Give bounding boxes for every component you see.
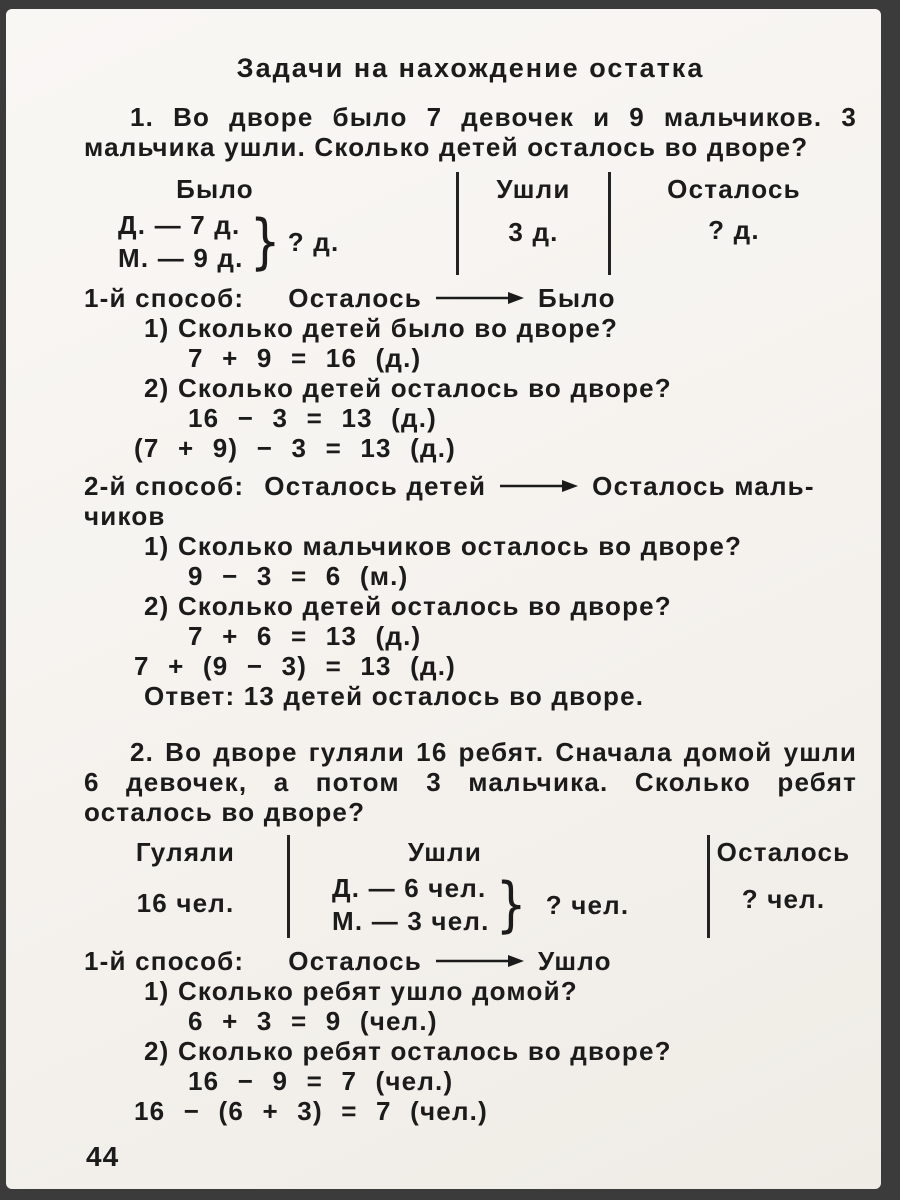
arrow-right-icon — [436, 290, 524, 306]
problem1-statement: 1. Во дворе было 7 девочек и 9 мальчиков. 3 мальчика ушли. Сколько детей осталось во дворе? — [84, 102, 857, 162]
column-header: Осталось — [667, 174, 801, 204]
step-question: 1) Сколько ребят ушло домой? — [144, 976, 578, 1006]
table-row: М. — 9 д. — [118, 243, 244, 273]
table-column-ostalos — [707, 835, 857, 938]
step-equation: 16 − 3 = 13 (д.) — [188, 403, 438, 433]
page-title: Задачи на нахождение остатка — [236, 53, 705, 83]
step-equation: 7 + 6 = 13 (д.) — [188, 621, 422, 651]
table-column-ushli — [456, 172, 608, 275]
column-header: Ушли — [496, 174, 571, 204]
method-label: 2-й способ: — [84, 471, 245, 501]
method-to: Было — [537, 283, 616, 313]
step-question: 1) Сколько детей было во дворе? — [144, 313, 619, 343]
method-label: 1-й способ: — [84, 283, 245, 313]
table-cell: ? д. — [708, 215, 760, 245]
combined-expression: 7 + (9 − 3) = 13 (д.) — [134, 651, 456, 681]
scanned-textbook-page — [6, 9, 881, 1189]
step-question: 2) Сколько детей осталось во дворе? — [144, 373, 672, 403]
table-cell: ? д. — [287, 226, 340, 257]
table-column-ushli — [287, 835, 707, 938]
method1-heading — [84, 283, 857, 313]
table-cell: 16 чел. — [136, 888, 235, 918]
column-header: Осталось — [716, 837, 851, 867]
arrow-right-icon — [436, 953, 524, 969]
method-label: 1-й способ: — [84, 946, 245, 976]
table-column-gulyali — [84, 835, 287, 938]
column-header: Ушли — [407, 837, 483, 867]
table-cell: 3 д. — [508, 217, 559, 247]
method-to: Осталось маль- — [592, 471, 815, 501]
problem2-table — [84, 835, 857, 938]
table-column-bylo — [84, 172, 456, 275]
step-question: 2) Сколько детей осталось во дворе? — [144, 591, 672, 621]
problem1-answer: Ответ: 13 детей осталось во дворе. — [144, 681, 645, 711]
method-from: Осталось — [288, 946, 422, 976]
method-to: Ушло — [537, 946, 612, 976]
column-header: Было — [176, 174, 254, 204]
step-equation: 7 + 9 = 16 (д.) — [188, 343, 422, 373]
step-equation: 16 − 9 = 7 (чел.) — [188, 1066, 454, 1096]
method2-heading — [84, 471, 857, 501]
brace-icon: } — [249, 207, 280, 277]
step-question: 1) Сколько мальчиков осталось во дворе? — [144, 531, 743, 561]
table-column-ostalos — [608, 172, 857, 275]
problem2-statement: 2. Во дворе гуляли 16 ребят. Сначала домой ушли 6 девочек, а потом 3 мальчика. Сколько ребят осталось во дворе? — [84, 737, 857, 827]
table-row: Д. — 6 чел. — [332, 873, 487, 903]
page-number: 44 — [86, 1141, 120, 1172]
combined-expression: 16 − (6 + 3) = 7 (чел.) — [134, 1096, 488, 1126]
combined-expression: (7 + 9) − 3 = 13 (д.) — [134, 433, 456, 463]
method1-heading — [84, 946, 857, 976]
table-row: М. — 3 чел. — [332, 906, 490, 936]
brace-icon: } — [495, 870, 526, 940]
table-cell: ? чел. — [545, 889, 630, 920]
table-row: Д. — 7 д. — [118, 210, 241, 240]
method-from: Осталось детей — [264, 471, 487, 501]
problem1-table — [84, 172, 857, 275]
step-equation: 6 + 3 = 9 (чел.) — [188, 1006, 438, 1036]
column-header: Гуляли — [135, 837, 236, 867]
step-equation: 9 − 3 = 6 (м.) — [188, 561, 409, 591]
table-cell: ? чел. — [741, 884, 826, 914]
method-from: Осталось — [288, 283, 422, 313]
step-question: 2) Сколько ребят осталось во дворе? — [144, 1036, 672, 1066]
method-to-continuation: чиков — [84, 501, 166, 531]
arrow-right-icon — [500, 478, 578, 494]
